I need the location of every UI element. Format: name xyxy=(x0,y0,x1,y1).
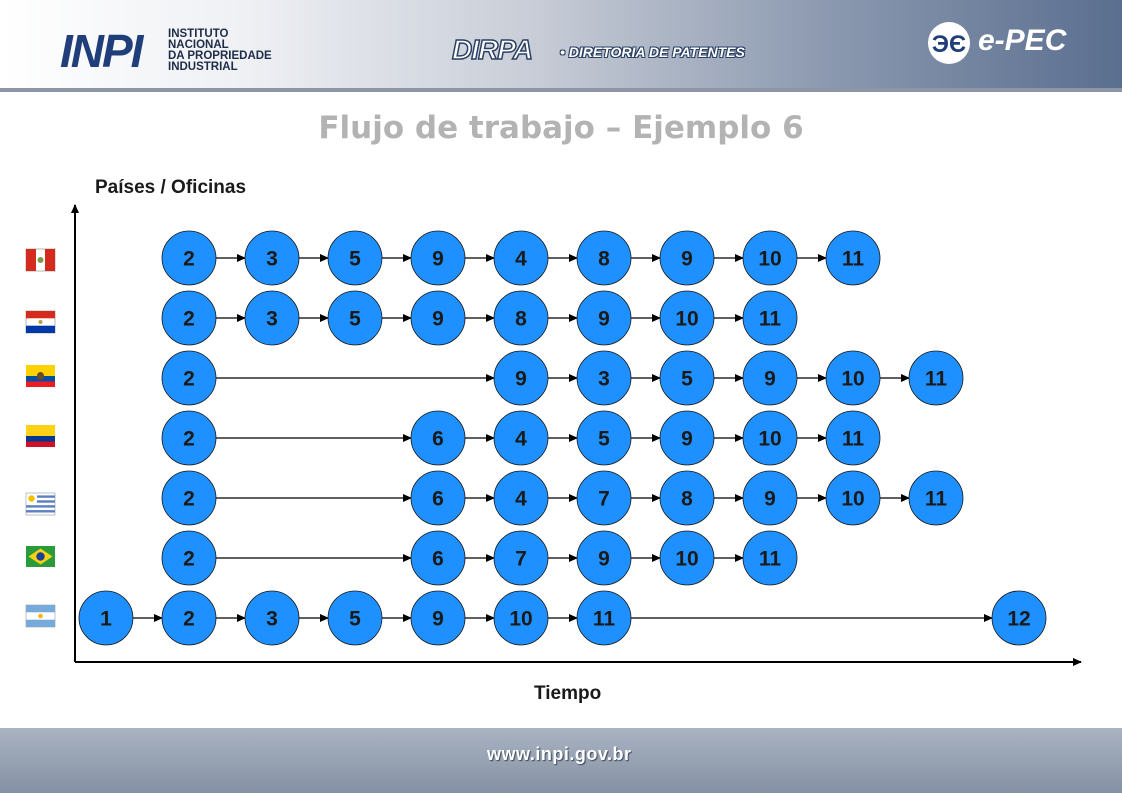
uruguay-flag-icon xyxy=(26,493,55,515)
flow-node-label: 10 xyxy=(675,547,699,571)
flow-node-label: 11 xyxy=(924,367,948,391)
flow-node-label: 5 xyxy=(349,247,361,271)
flow-row-colombia xyxy=(162,411,880,465)
flow-node-label: 9 xyxy=(432,307,444,331)
flow-node-label: 10 xyxy=(758,247,782,271)
y-axis-label: Países / Oficinas xyxy=(95,177,247,198)
flow-node-label: 5 xyxy=(349,607,361,631)
inpi-line-3: DA PROPRIEDADE xyxy=(168,50,272,62)
flow-node-label: 4 xyxy=(515,247,527,271)
footer-url: www.inpi.gov.br xyxy=(487,744,632,764)
flow-node-label: 9 xyxy=(598,547,610,571)
flow-node-label: 11 xyxy=(592,607,616,631)
flow-node-label: 5 xyxy=(349,307,361,331)
flow-node-label: 9 xyxy=(764,367,776,391)
argentina-flag-icon xyxy=(26,605,55,627)
colombia-flag-icon xyxy=(26,425,55,447)
flow-node-label: 9 xyxy=(764,487,776,511)
epec-logo: e-PEC xyxy=(978,24,1067,57)
flow-node-label: 5 xyxy=(681,367,693,391)
inpi-line-1: INSTITUTO xyxy=(168,28,229,40)
flow-node-label: 5 xyxy=(598,427,610,451)
dirpa-logo: DIRPA xyxy=(452,34,533,65)
flow-node-label: 9 xyxy=(681,247,693,271)
flow-node-label: 10 xyxy=(758,427,782,451)
flow-node-label: 9 xyxy=(598,307,610,331)
flow-row-ecuador xyxy=(162,351,963,405)
flow-row-argentina xyxy=(79,591,1046,645)
flow-node-label: 4 xyxy=(515,487,527,511)
flow-node-label: 12 xyxy=(1007,607,1031,631)
flow-node-label: 8 xyxy=(515,307,527,331)
flow-node-label: 10 xyxy=(675,307,699,331)
flow-node-label: 2 xyxy=(183,247,195,271)
flow-row-uruguay xyxy=(162,471,963,525)
flow-row-brazil xyxy=(162,531,797,585)
flow-row-peru xyxy=(162,231,880,285)
flow-node-label: 3 xyxy=(266,307,278,331)
flow-node-label: 3 xyxy=(266,607,278,631)
flow-node-label: 8 xyxy=(598,247,610,271)
brazil-flag-icon xyxy=(26,546,55,567)
flow-node-label: 2 xyxy=(183,427,195,451)
ecuador-flag-icon xyxy=(26,365,55,387)
flow-node-label: 7 xyxy=(598,487,610,511)
flow-node-label: 9 xyxy=(432,607,444,631)
flow-node-label: 11 xyxy=(841,427,865,451)
flow-node-label: 2 xyxy=(183,547,195,571)
flow-node-label: 10 xyxy=(509,607,533,631)
flow-node-label: 8 xyxy=(681,487,693,511)
inpi-line-2: NACIONAL xyxy=(168,39,229,51)
flow-node-label: 6 xyxy=(432,427,444,451)
flow-node-label: 2 xyxy=(183,367,195,391)
flow-node-label: 9 xyxy=(515,367,527,391)
page-title: Flujo de trabajo – Ejemplo 6 xyxy=(318,110,804,146)
flow-node-label: 9 xyxy=(681,427,693,451)
flow-node-label: 11 xyxy=(758,547,782,571)
flow-node-label: 2 xyxy=(183,607,195,631)
flow-node-label: 3 xyxy=(598,367,610,391)
flow-node-label: 3 xyxy=(266,247,278,271)
peru-flag-icon xyxy=(26,249,55,271)
flow-node-label: 6 xyxy=(432,547,444,571)
inpi-logo: INPI xyxy=(60,25,142,77)
dirpa-subtitle: • DIRETORIA DE PATENTES xyxy=(560,44,745,60)
flow-node-label: 2 xyxy=(183,307,195,331)
flow-rows xyxy=(79,231,1046,645)
flow-node-label: 10 xyxy=(841,367,865,391)
flow-node-label: 9 xyxy=(432,247,444,271)
paraguay-flag-icon xyxy=(26,311,55,333)
flow-node-label: 6 xyxy=(432,487,444,511)
flow-node-label: 11 xyxy=(924,487,948,511)
flow-node-label: 2 xyxy=(183,487,195,511)
flow-row-paraguay xyxy=(162,291,797,345)
x-axis-label: Tiempo xyxy=(534,683,602,704)
flow-node-label: 10 xyxy=(841,487,865,511)
flow-node-label: 11 xyxy=(758,307,782,331)
flow-node-label: 4 xyxy=(515,427,527,451)
flow-node-label: 7 xyxy=(515,547,527,571)
inpi-line-4: INDUSTRIAL xyxy=(168,61,238,73)
svg-text:ЭЄ: ЭЄ xyxy=(931,31,967,58)
flow-node-label: 1 xyxy=(100,607,112,631)
flow-node-label: 11 xyxy=(841,247,865,271)
